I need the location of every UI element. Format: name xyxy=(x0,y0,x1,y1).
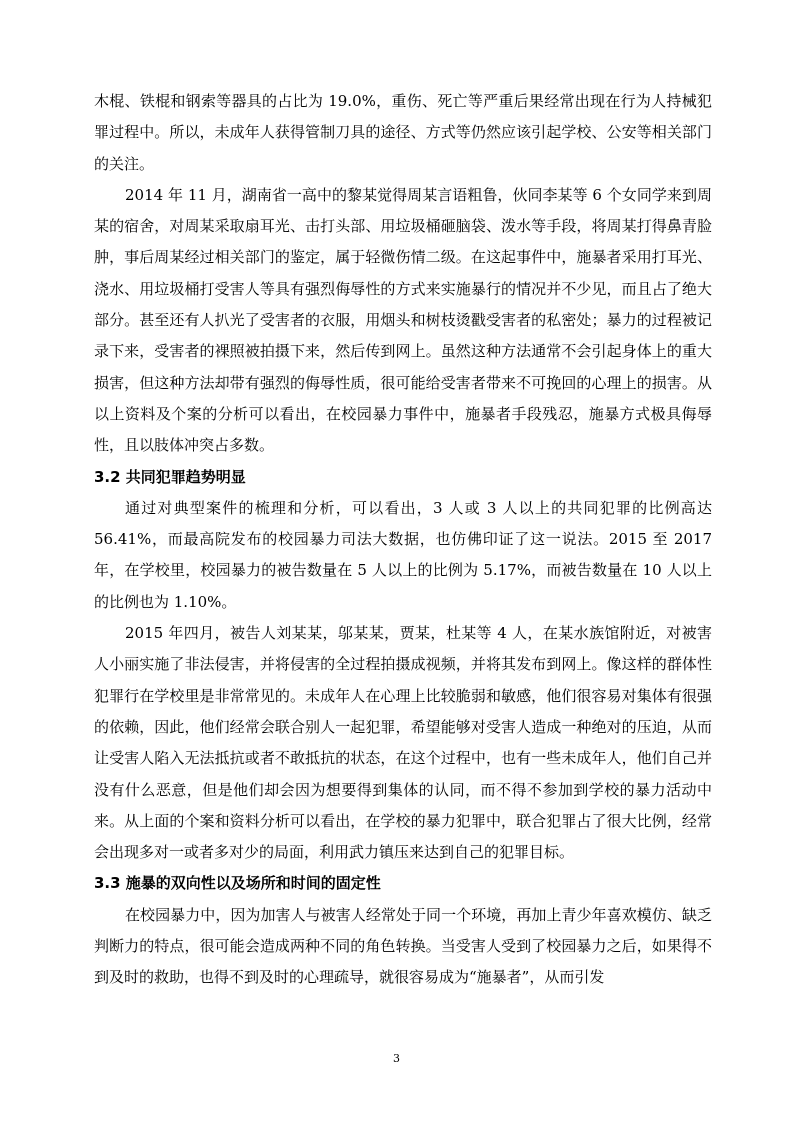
paragraph-2015-case: 2015 年四月，被告人刘某某，邬某某，贾某，杜某等 4 人，在某水族馆附近，对被害人小丽实施了非法侵害，并将侵害的全过程拍摄成视频，并将其发布到网上。像这样的群体性犯罪行在学校里是非常常见的。未成年人在心理上比较脆弱和敏感，他们很容易对集体有很强的依赖，因此，他们经常会联合别人一起犯罪，希望能够对受害人造成一种绝对的压迫，从而让受害人陷入无法抵抗或者不敢抵抗的状态，在这个过程中，也有一些未成年人，他们自己并没有什么恶意，但是他们却会因为想要得到集体的认同，而不得不参加到学校的暴力活动中来。从上面的个案和资料分析可以看出，在学校的暴力犯罪中，联合犯罪占了很大比例，经常会出现多对一或者多对少的局面，利用武力镇压来达到自己的犯罪目标。 xyxy=(94,624,712,862)
section-heading-3-3: 3.3 施暴的双向性以及场所和时间的固定性 xyxy=(94,874,381,893)
page-body xyxy=(94,86,712,994)
paragraph-hunan-case: 2014 年 11 月，湖南省一高中的黎某觉得周某言语粗鲁，伙同李某等 6 个女同学来到周某的宿舍，对周某采取扇耳光、击打头部、用垃圾桶砸脑袋、泼水等手段，将周某打得鼻青脸肿，事后周某经过相关部门的鉴定，属于轻微伤情二级。在这起事件中，施暴者采用打耳光、浇水、用垃圾桶打受害人等具有强烈侮辱性的方式来实施暴行的情况并不少见，而且占了绝大部分。甚至还有人扒光了受害者的衣服，用烟头和树枝烫戳受害者的私密处；暴力的过程被记录下来，受害者的裸照被拍摄下来，然后传到网上。虽然这种方法通常不会引起身体上的重大损害，但这种方法却带有强烈的侮辱性质，很可能给受害者带来不可挽回的心理上的损害。从以上资料及个案的分析可以看出，在校园暴力事件中，施暴者手段残忍，施暴方式极具侮辱性，且以肢体冲突占多数。 xyxy=(94,185,712,455)
section-heading-3-2: 3.2 共同犯罪趋势明显 xyxy=(94,467,246,486)
paragraph-bidirectional: 在校园暴力中，因为加害人与被害人经常处于同一个环境，再加上青少年喜欢模仿、缺乏判断力的特点，很可能会造成两种不同的角色转换。当受害人受到了校园暴力之后，如果得不到及时的救助，也得不到及时的心理疏导，就很容易成为“施暴者”，从而引发 xyxy=(94,905,712,987)
paragraph-continuation: 木棍、铁棍和钢索等器具的占比为 19.0%，重伤、死亡等严重后果经常出现在行为人持械犯罪过程中。所以，未成年人获得管制刀具的途径、方式等仍然应该引起学校、公安等相关部门的关注。 xyxy=(94,92,712,173)
page-number: 3 xyxy=(393,1052,400,1065)
paragraph-joint-crime-stats: 通过对典型案件的梳理和分析，可以看出，3 人或 3 人以上的共同犯罪的比例高达 56.41%，而最高院发布的校园暴力司法大数据，也仿佛印证了这一说法。2015 至 2017 年，在学校里，校园暴力的被告数量在 5 人以上的比例为 5.17%，而被告数量在 10 人以上的比例也为 1.10%。 xyxy=(94,498,712,611)
